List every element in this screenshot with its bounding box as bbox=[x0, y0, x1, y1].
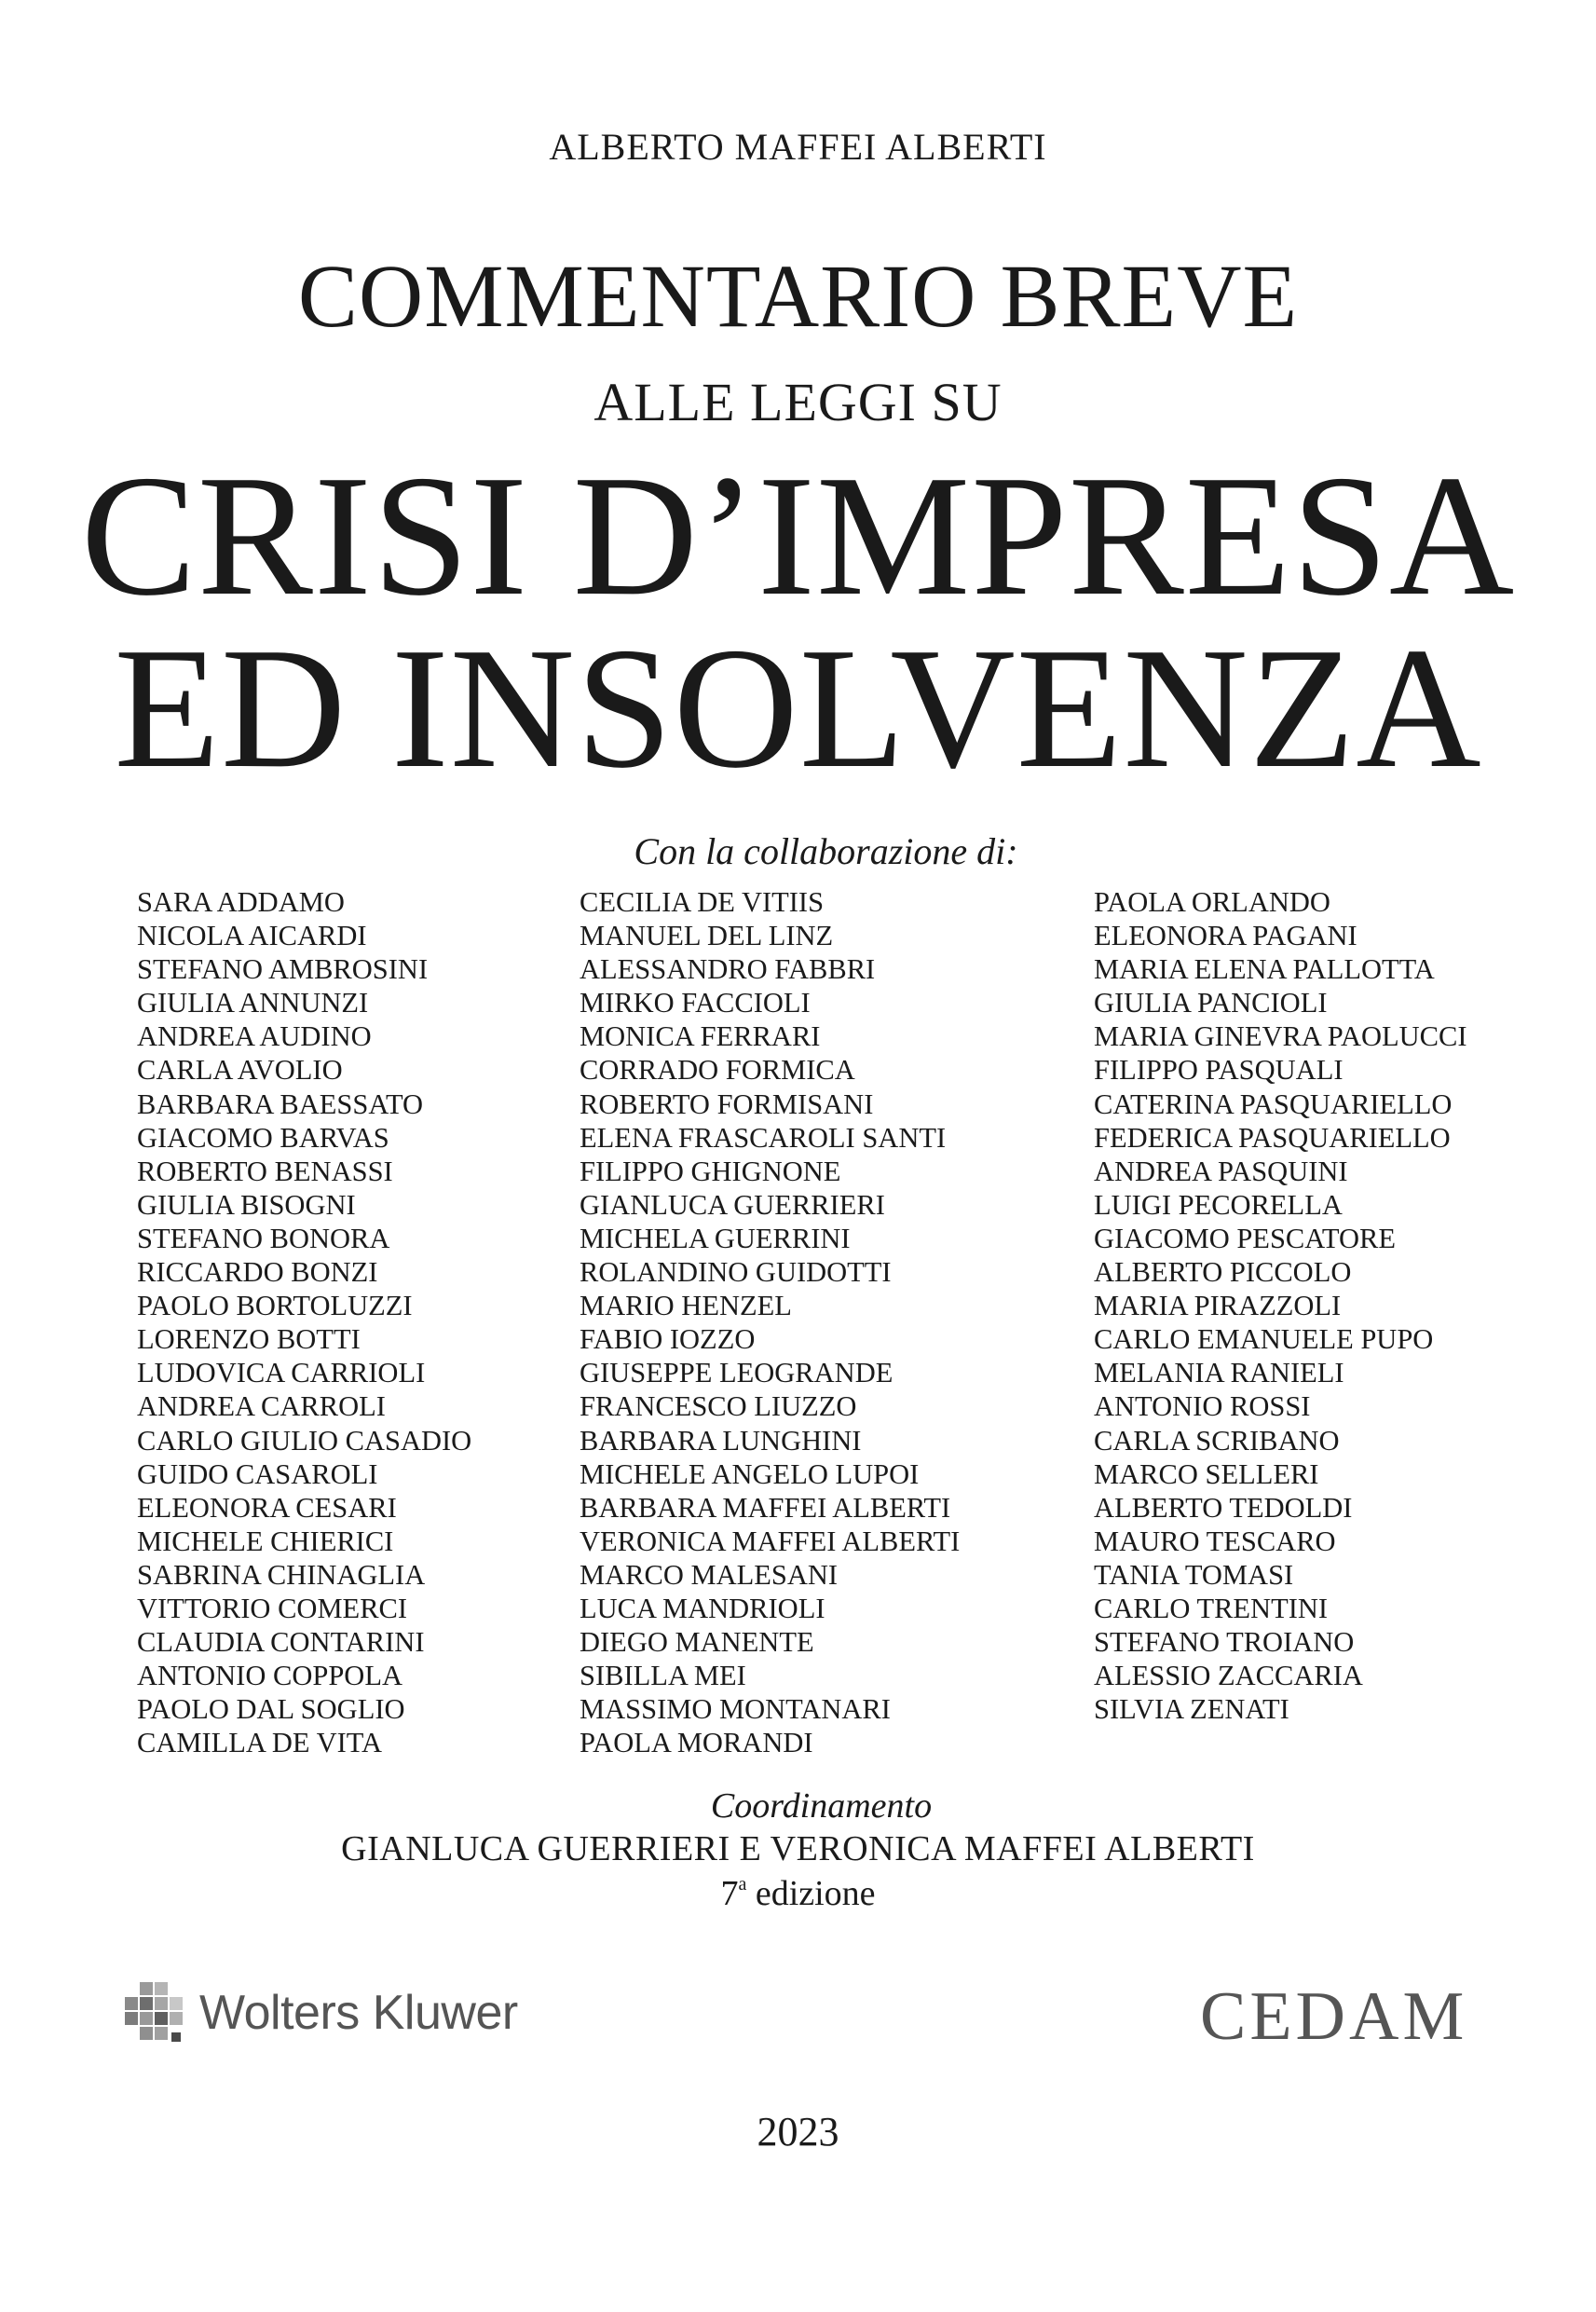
collaborator-name: MARCO MALESANI bbox=[580, 1558, 839, 1591]
collaborator-name: FRANCESCO LIUZZO bbox=[580, 1390, 857, 1423]
cedam-imprint: CEDAM bbox=[1200, 1978, 1468, 2055]
collaborator-name: GIULIA ANNUNZI bbox=[137, 987, 369, 1019]
collaborator-name: MICHELE ANGELO LUPOI bbox=[580, 1457, 920, 1490]
collaborator-name: CORRADO FORMICA bbox=[580, 1054, 855, 1087]
collaborator-name: LUDOVICA CARRIOLI bbox=[137, 1357, 426, 1389]
collaborator-name: GIUSEPPE LEOGRANDE bbox=[580, 1357, 893, 1389]
collaborator-name: ANDREA AUDINO bbox=[137, 1020, 372, 1053]
collaborator-name: MARIO HENZEL bbox=[580, 1290, 792, 1322]
collaborator-name: GIACOMO BARVAS bbox=[137, 1121, 389, 1154]
title-line-2: ALLE LEGGI SU bbox=[593, 372, 1003, 432]
collaborator-name: CLAUDIA CONTARINI bbox=[137, 1626, 425, 1659]
author-name: ALBERTO MAFFEI ALBERTI bbox=[549, 126, 1047, 168]
wolters-kluwer-text: Wolters Kluwer bbox=[199, 1986, 518, 2040]
title-line-3: CRISI D’IMPRESA bbox=[80, 440, 1516, 632]
collaborator-name: STEFANO TROIANO bbox=[1094, 1626, 1355, 1659]
collaborator-name: ELENA FRASCAROLI SANTI bbox=[580, 1121, 947, 1154]
collaborator-name: PAOLA ORLANDO bbox=[1094, 886, 1330, 918]
collaborator-name: MARIA GINEVRA PAOLUCCI bbox=[1094, 1020, 1467, 1053]
collaborator-name: SILVIA ZENATI bbox=[1094, 1693, 1289, 1726]
collaborator-name: GIACOMO PESCATORE bbox=[1094, 1222, 1396, 1254]
edition-label bbox=[0, 1873, 1596, 1914]
coordinators-names: GIANLUCA GUERRIERI E VERONICA MAFFEI ALBERTI bbox=[341, 1829, 1255, 1868]
collaborator-name: LORENZO BOTTI bbox=[137, 1323, 361, 1356]
collaborator-name: CARLA SCRIBANO bbox=[1094, 1424, 1340, 1457]
collaborator-name: ELEONORA CESARI bbox=[137, 1491, 397, 1524]
publication-year: 2023 bbox=[757, 2109, 839, 2155]
collaborator-name: CARLO TRENTINI bbox=[1094, 1592, 1329, 1624]
collaborator-name: BARBARA LUNGHINI bbox=[580, 1424, 862, 1457]
wolters-kluwer-icon bbox=[119, 1978, 188, 2047]
collaborator-name: CECILIA DE VITIIS bbox=[580, 886, 825, 918]
collaborator-name: BARBARA MAFFEI ALBERTI bbox=[580, 1491, 951, 1524]
collaborator-name: VITTORIO COMERCI bbox=[137, 1592, 408, 1624]
collaborator-name: ELEONORA PAGANI bbox=[1094, 920, 1357, 952]
collaborator-name: CARLO GIULIO CASADIO bbox=[137, 1424, 472, 1457]
collaborator-name: ROBERTO BENASSI bbox=[137, 1155, 393, 1187]
collaborator-name: SABRINA CHINAGLIA bbox=[137, 1558, 426, 1591]
collaborator-name: BARBARA BAESSATO bbox=[137, 1088, 424, 1120]
collaborators-column-2 bbox=[580, 885, 960, 1759]
collaborator-name: PAOLO DAL SOGLIO bbox=[137, 1693, 405, 1726]
collaborator-name: ANTONIO COPPOLA bbox=[137, 1660, 402, 1692]
coordination-label: Coordinamento bbox=[710, 1786, 933, 1826]
collaborator-name: MICHELE CHIERICI bbox=[137, 1525, 394, 1557]
collaborator-name: MELANIA RANIELI bbox=[1094, 1357, 1344, 1389]
collaborator-name: MONICA FERRARI bbox=[580, 1020, 821, 1053]
collaborator-name: MARIA ELENA PALLOTTA bbox=[1094, 953, 1435, 986]
collaborator-name: VERONICA MAFFEI ALBERTI bbox=[580, 1525, 961, 1557]
collaborator-name: RICCARDO BONZI bbox=[137, 1256, 378, 1289]
collaborator-name: GIANLUCA GUERRIERI bbox=[580, 1188, 885, 1221]
collaborator-name: ALBERTO TEDOLDI bbox=[1094, 1491, 1353, 1524]
collaborator-name: DIEGO MANENTE bbox=[580, 1626, 814, 1659]
collaborator-name: FABIO IOZZO bbox=[580, 1323, 756, 1356]
collaborator-name: ANDREA CARROLI bbox=[137, 1390, 386, 1423]
collaboration-label: Con la collaborazione di: bbox=[634, 830, 1018, 872]
collaborator-name: MAURO TESCARO bbox=[1094, 1525, 1336, 1557]
edition-number: 7 bbox=[720, 1874, 739, 1913]
collaborator-name: PAOLA MORANDI bbox=[580, 1727, 813, 1759]
collaborator-name: CARLA AVOLIO bbox=[137, 1054, 343, 1087]
collaborators-column-3 bbox=[1094, 885, 1467, 1726]
collaborator-name: MASSIMO MONTANARI bbox=[580, 1693, 891, 1726]
collaborator-name: GIULIA BISOGNI bbox=[137, 1188, 356, 1221]
collaborator-name: SIBILLA MEI bbox=[580, 1660, 746, 1692]
collaborator-name: ALBERTO PICCOLO bbox=[1094, 1256, 1352, 1289]
collaborator-name: PAOLO BORTOLUZZI bbox=[137, 1290, 413, 1322]
collaborator-name: ROBERTO FORMISANI bbox=[580, 1088, 874, 1120]
collaborator-name: NICOLA AICARDI bbox=[137, 920, 367, 952]
collaborator-name: GIULIA PANCIOLI bbox=[1094, 987, 1328, 1019]
collaborator-name: CAMILLA DE VITA bbox=[137, 1727, 383, 1759]
collaborator-name: MICHELA GUERRINI bbox=[580, 1222, 851, 1254]
edition-superscript: a bbox=[738, 1874, 747, 1895]
collaborator-name: ALESSANDRO FABBRI bbox=[580, 953, 876, 986]
collaborator-name: MARIA PIRAZZOLI bbox=[1094, 1290, 1342, 1322]
collaborator-name: CATERINA PASQUARIELLO bbox=[1094, 1088, 1453, 1120]
collaborator-name: STEFANO BONORA bbox=[137, 1222, 390, 1254]
collaborators-column-1 bbox=[137, 885, 471, 1759]
edition-text: edizione bbox=[746, 1874, 876, 1913]
collaborator-name: FILIPPO GHIGNONE bbox=[580, 1155, 841, 1187]
collaborator-name: MANUEL DEL LINZ bbox=[580, 920, 834, 952]
collaborator-name: CARLO EMANUELE PUPO bbox=[1094, 1323, 1434, 1356]
collaborator-name: MARCO SELLERI bbox=[1094, 1457, 1319, 1490]
collaborator-name: ANDREA PASQUINI bbox=[1094, 1155, 1348, 1187]
collaborator-name: FEDERICA PASQUARIELLO bbox=[1094, 1121, 1451, 1154]
collaborator-name: LUCA MANDRIOLI bbox=[580, 1592, 825, 1624]
collaborator-name: GUIDO CASAROLI bbox=[137, 1457, 378, 1490]
collaborator-name: LUIGI PECORELLA bbox=[1094, 1188, 1343, 1221]
title-line-4: ED INSOLVENZA bbox=[114, 612, 1482, 804]
title-line-1: COMMENTARIO BREVE bbox=[297, 246, 1299, 346]
collaborator-name: TANIA TOMASI bbox=[1094, 1558, 1294, 1591]
collaborator-name: ALESSIO ZACCARIA bbox=[1094, 1660, 1363, 1692]
wolters-kluwer-logo bbox=[119, 1976, 518, 2050]
collaborator-name: ROLANDINO GUIDOTTI bbox=[580, 1256, 892, 1289]
collaborator-name: MIRKO FACCIOLI bbox=[580, 987, 811, 1019]
collaborator-name: FILIPPO PASQUALI bbox=[1094, 1054, 1344, 1087]
collaborator-name: SARA ADDAMO bbox=[137, 886, 345, 918]
collaborator-name: STEFANO AMBROSINI bbox=[137, 953, 429, 986]
collaborator-name: ANTONIO ROSSI bbox=[1094, 1390, 1311, 1423]
